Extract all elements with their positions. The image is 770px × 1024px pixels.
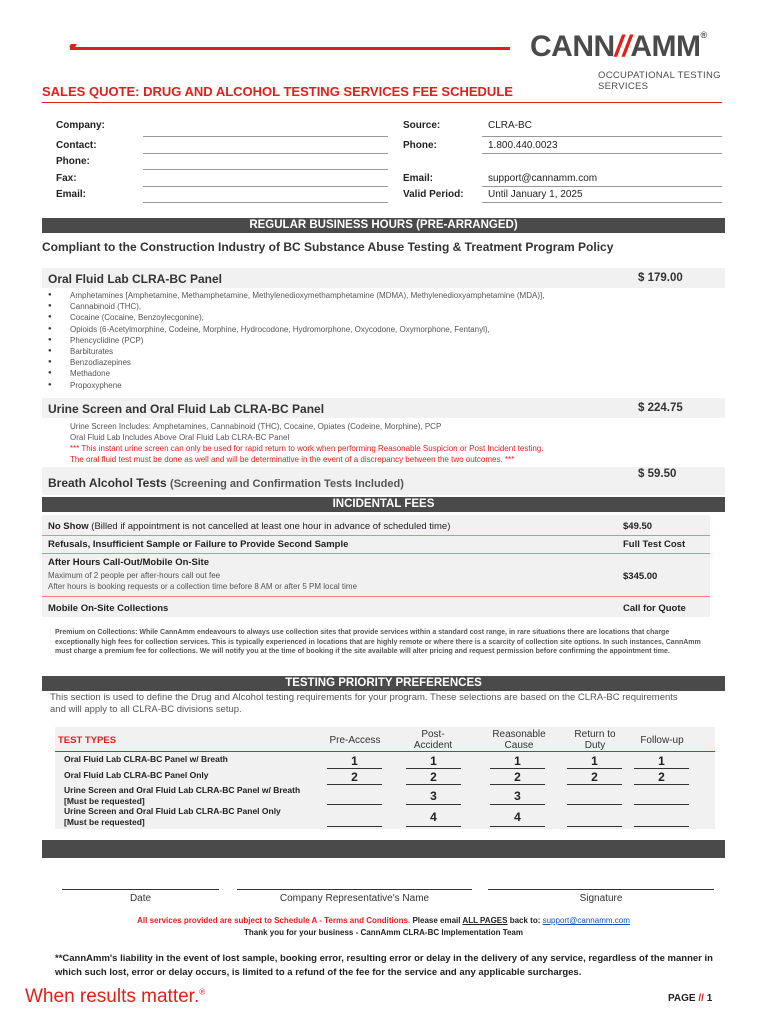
breath-price: $ 59.50: [638, 468, 677, 480]
input-underline: [327, 826, 382, 827]
source-line: [482, 136, 722, 137]
testing-priority-bar: TESTING PRIORITY PREFERENCES: [42, 676, 725, 691]
urine-includes: Urine Screen Includes: Amphetamines, Cannabinoid (THC), Cocaine, Opiates (Codeine, Morphine), PCP: [70, 422, 442, 431]
input-underline: [490, 768, 545, 769]
company-label: Company:: [56, 120, 105, 131]
email-label-left: Email:: [56, 189, 87, 200]
phone-label-left: Phone:: [56, 156, 90, 167]
list-item: ● Amphetamines [Amphetamine, Methamphetamine, Methylenedioxymethamphetamine (MDMA), Methylenedioxyamphetamine (MDA)],: [48, 290, 718, 301]
valid-line: [482, 202, 722, 203]
cannamm-logo: CANN//AMM®: [530, 30, 707, 63]
list-item: ● Propoxyphene: [48, 380, 718, 391]
priority-input[interactable]: 2: [430, 770, 437, 784]
urine-price: $ 224.75: [638, 402, 683, 414]
logo-subtitle: OCCUPATIONAL TESTING SERVICES: [598, 70, 721, 92]
divider: [42, 535, 710, 536]
phone-label: Phone:: [403, 140, 437, 151]
compliance-statement: Compliant to the Construction Industry of BC Substance Abuse Testing & Treatment Program Policy: [42, 240, 614, 254]
col-test-types: TEST TYPES: [58, 735, 117, 746]
source-label: Source:: [403, 120, 441, 131]
input-underline: [567, 784, 622, 785]
email-value[interactable]: support@cannamm.com: [488, 173, 598, 184]
list-item: ● Cocaine (Cocaine, Benzoylecgonine),: [48, 312, 718, 323]
incidental-fees-bar: INCIDENTAL FEES: [42, 497, 725, 512]
page-number: PAGE // 1: [668, 993, 713, 1004]
title-rule: [42, 102, 722, 103]
oral-fluid-price: $ 179.00: [638, 272, 683, 284]
input-underline: [327, 784, 382, 785]
input-underline: [634, 768, 689, 769]
after-hours-line-1: Maximum of 2 people per after-hours call out fee: [48, 571, 221, 580]
priority-input[interactable]: 3: [514, 789, 521, 803]
priority-input[interactable]: 1: [591, 754, 598, 768]
after-hours-line-2: After hours is booking requests or a collection time before 8 AM or after 5 PM local time: [48, 582, 358, 591]
input-underline: [567, 826, 622, 827]
thank-you-line: Thank you for your business - CannAmm CLRA-BC Implementation Team: [244, 928, 523, 937]
signature-label: Signature: [579, 893, 623, 904]
email-field-left[interactable]: [143, 202, 388, 203]
email-label: Email:: [403, 173, 434, 184]
header-rule: [70, 47, 510, 50]
priority-input[interactable]: 2: [658, 770, 665, 784]
priority-input[interactable]: 1: [514, 754, 521, 768]
priority-footer-bar: [42, 840, 725, 858]
input-underline: [490, 804, 545, 805]
urine-warning-2: The oral fluid test must be done as well and will be determinative in the event of a discrepancy between the two outcomes. ***: [70, 455, 515, 464]
list-item: ● Phencyclidine (PCP): [48, 335, 718, 346]
priority-input[interactable]: 1: [351, 754, 358, 768]
date-label: Date: [129, 893, 152, 904]
no-show-row: No Show (Billed if appointment is not cancelled at least one hour in advance of scheduled time): [48, 521, 451, 532]
input-underline: [490, 826, 545, 827]
mobile-price: Call for Quote: [623, 603, 686, 614]
input-underline: [567, 768, 622, 769]
input-underline: [406, 768, 461, 769]
input-underline: [406, 784, 461, 785]
rep-name-label: Company Representative's Name: [279, 893, 430, 904]
valid-period-value: Until January 1, 2025: [488, 189, 583, 200]
table-row-name: Oral Fluid Lab CLRA-BC Panel Only: [64, 770, 209, 780]
priority-input[interactable]: 1: [658, 754, 665, 768]
no-show-price: $49.50: [623, 521, 653, 532]
mobile-label: Mobile On-Site Collections: [48, 603, 169, 614]
table-row-name: Oral Fluid Lab CLRA-BC Panel w/ Breath: [64, 754, 228, 764]
table-header-rule: [55, 751, 715, 752]
priority-intro: This section is used to define the Drug and Alcohol testing requirements for your program. These selections are based on the CLRA-BC requirements and will apply to all CLRA-BC divisions setup.: [50, 692, 678, 715]
col-follow-up: Follow-up: [640, 735, 684, 746]
phone-value: 1.800.440.0023: [488, 140, 558, 151]
list-item: ● Opioids (6-Acetylmorphine, Codeine, Morphine, Hydrocodone, Hydromorphone, Oxycodone, Oxymorphone, Fentanyl),: [48, 324, 718, 335]
priority-input[interactable]: 4: [430, 810, 437, 824]
list-item: ● Methadone: [48, 368, 718, 379]
col-post-accident: Post-Accident: [413, 729, 453, 751]
col-pre-access: Pre-Access: [329, 735, 381, 746]
input-underline: [327, 804, 382, 805]
after-hours-label: After Hours Call-Out/Mobile On-Site: [48, 557, 209, 568]
support-email-link[interactable]: support@cannamm.com: [542, 916, 630, 925]
signature-field[interactable]: [488, 889, 714, 890]
input-underline: [406, 826, 461, 827]
liability-statement: **CannAmm's liability in the event of lost sample, booking error, resulting error or delay in the delivery of any service, regardless of the manner in which such lost, error or delay occurs, is limited to a refund of the fee for the service and any applicable surcharges.: [55, 953, 713, 978]
refusal-price: Full Test Cost: [623, 539, 686, 550]
oral-fluid-panel-list: [48, 290, 718, 391]
premium-note: Premium on Collections: While CannAmm endeavours to always use collection sites that provide services within a standard cost range, in rare situations there are locations that charge exceptionally high fees for collection services. This is typically experienced in locations that are highly remote or where there is a scarcity of collection site options. In such instances, CannAmm must charge a premium fee for collections. We will notify you at the time of booking if the site available will alter pricing and request permission before confirming the appointment time.: [55, 629, 701, 655]
rep-name-field[interactable]: [237, 889, 472, 890]
priority-input[interactable]: 2: [591, 770, 598, 784]
urine-warning-1: *** This instant urine screen can only be used for rapid return to work when performing Reasonable Suspicion or Post Incident testing.: [70, 444, 544, 453]
phone-line: [482, 153, 722, 154]
col-return-to-duty: Return to Duty: [574, 729, 616, 751]
valid-period-label: Valid Period:: [403, 189, 464, 200]
contact-label: Contact:: [56, 140, 97, 151]
fax-field[interactable]: [143, 186, 388, 187]
priority-input[interactable]: 3: [430, 789, 437, 803]
input-underline: [634, 804, 689, 805]
breath-title: Breath Alcohol Tests (Screening and Confirmation Tests Included): [48, 476, 404, 490]
fax-label: Fax:: [56, 173, 77, 184]
list-item: ● Barbiturates: [48, 346, 718, 357]
input-underline: [406, 804, 461, 805]
oral-includes: Oral Fluid Lab Includes Above Oral Fluid Lab CLRA-BC Panel: [70, 433, 290, 442]
urine-title: Urine Screen and Oral Fluid Lab CLRA-BC Panel: [48, 402, 325, 416]
oral-fluid-title: Oral Fluid Lab CLRA-BC Panel: [48, 272, 223, 286]
input-underline: [490, 784, 545, 785]
tagline: When results matter.®: [25, 986, 206, 1007]
page-title: SALES QUOTE: DRUG AND ALCOHOL TESTING SERVICES FEE SCHEDULE: [42, 84, 513, 99]
priority-input[interactable]: 2: [514, 770, 521, 784]
input-underline: [634, 784, 689, 785]
phone-field-left[interactable]: [143, 169, 388, 170]
date-field[interactable]: [62, 889, 219, 890]
email-line: [482, 186, 722, 187]
input-underline: [327, 768, 382, 769]
must-be-requested-note: [Must be requested]: [64, 817, 145, 827]
terms-line: All services provided are subject to Schedule A - Terms and Conditions. Please email ALL PAGES back to: support@cannamm.com: [137, 916, 630, 925]
list-item: ● Cannabinoid (THC),: [48, 301, 718, 312]
priority-input[interactable]: 2: [351, 770, 358, 784]
after-hours-price: $345.00: [623, 571, 658, 582]
input-underline: [634, 826, 689, 827]
refusal-label: Refusals, Insufficient Sample or Failure to Provide Second Sample: [48, 539, 349, 550]
regular-hours-bar: REGULAR BUSINESS HOURS (PRE-ARRANGED): [42, 218, 725, 233]
divider: [42, 553, 710, 554]
col-reasonable-cause: Reasonable Cause: [492, 729, 546, 751]
contact-field[interactable]: [143, 153, 388, 154]
table-row-name: Urine Screen and Oral Fluid Lab CLRA-BC Panel w/ Breath: [64, 785, 301, 795]
source-value: CLRA-BC: [488, 120, 532, 131]
input-underline: [567, 804, 622, 805]
table-row-name: Urine Screen and Oral Fluid Lab CLRA-BC Panel Only: [64, 806, 281, 816]
list-item: ● Benzodiazepines: [48, 357, 718, 368]
divider: [42, 596, 710, 597]
must-be-requested-note: [Must be requested]: [64, 796, 145, 806]
priority-input[interactable]: 1: [430, 754, 437, 768]
company-field[interactable]: [143, 136, 388, 137]
priority-input[interactable]: 4: [514, 810, 521, 824]
